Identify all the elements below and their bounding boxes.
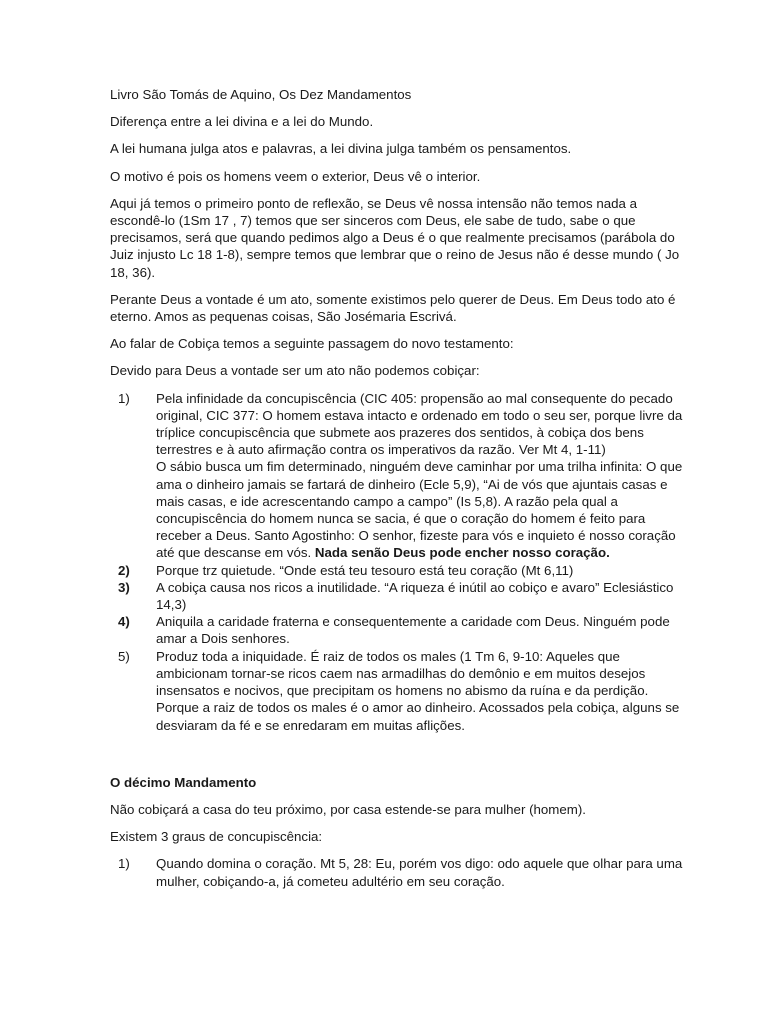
vertical-spacer xyxy=(110,744,684,774)
paragraph: Não cobiçará a casa do teu próximo, por casa estende-se para mulher (homem). xyxy=(110,801,586,817)
list-item-bold-text: Nada senão Deus pode encher nosso coração. xyxy=(314,545,610,561)
paragraph: O motivo é pois os homens veem o exterior, Deus vê o interior. xyxy=(110,168,481,184)
paragraph: Aqui já temos o primeiro ponto de reflexão, se Deus vê nossa intensão não temos nada a escondê-lo (1Sm 17 , 7) temos que ser sinceros com Deus, ele sabe de tudo, sabe o que precisamos, será que quando pedimos algo a Deus é o que realmente precisamos (parábola do Juiz injusto Lc 18 1-8), sempre temos que lembrar que o reino de Jesus não é desse mundo ( Jo 18, 36). xyxy=(110,195,680,280)
list-item-text: O sábio busca um fim determinado, ninguém deve caminhar por uma trilha infinita: O que ama o dinheiro jamais se fartará de dinheiro (Ecle 5,9), “Ai de vós que ajuntais casas e mais casas, e ide acrescentando campo a campo” (Is 5,8). A razão pela qual a concupiscência do homem nunca se sacia, é que o coração do homem é feito para receber a Deus. Santo Agostinho: O senhor, fizeste para vós e inquieto é nosso coração até que descanse em vós. xyxy=(156,459,683,561)
list-item-text: Produz toda a iniquidade. É raiz de todos os males (1 Tm 6, 9-10: Aqueles que ambicionam tornar-se ricos caem nas armadilhas do demônio e em muitos desejos insensatos e nocivos, que precipitam os homens no abismo da ruína e da perdição. Porque a raiz de todos os males é o amor ao dinheiro. Acossados pela cobiça, alguns se desviaram da fé e se enredaram em muitas aflições. xyxy=(156,648,680,733)
list-item-text: Quando domina o coração. Mt 5, 28: Eu, porém vos digo: odo aquele que olhar para uma mulher, cobiçando-a, já cometeu adultério em seu coração. xyxy=(156,856,683,889)
numbered-list xyxy=(110,855,684,889)
list-item xyxy=(110,648,684,734)
list-item xyxy=(110,855,684,889)
list-number: 3) xyxy=(118,579,130,595)
list-number: 2) xyxy=(118,562,130,578)
numbered-list xyxy=(110,390,684,734)
list-item xyxy=(110,613,684,647)
list-number: 4) xyxy=(118,614,130,630)
paragraph: A lei humana julga atos e palavras, a lei divina julga também os pensamentos. xyxy=(110,141,572,157)
list-item-text: Porque trz quietude. “Onde está teu tesouro está teu coração (Mt 6,11) xyxy=(156,562,574,578)
list-item xyxy=(110,579,684,613)
document-title: Livro São Tomás de Aquino, Os Dez Mandamentos xyxy=(110,87,412,102)
list-item xyxy=(110,390,684,562)
list-item-text: Aniquila a caridade fraterna e consequentemente a caridade com Deus. Ninguém pode amar a Dois senhores. xyxy=(156,614,670,647)
paragraph: Existem 3 graus de concupiscência: xyxy=(110,829,323,845)
paragraph: Perante Deus a vontade é um ato, somente existimos pelo querer de Deus. Em Deus todo ato é eterno. Amos as pequenas coisas, São Josémaria Escrivá. xyxy=(110,291,676,325)
paragraph: Diferença entre a lei divina e a lei do Mundo. xyxy=(110,114,374,130)
paragraph: Devido para Deus a vontade ser um ato não podemos cobiçar: xyxy=(110,363,480,379)
list-number: 1) xyxy=(118,390,130,406)
list-item-text: Pela infinidade da concupiscência (CIC 405: propensão ao mal consequente do pecado original, CIC 377: O homem estava intacto e ordenado em todo o seu ser, porque livre da tríplice concupiscência que submete aos prazeres dos sentidos, à cobiça dos bens terrestres e à auto afirmação contra os imperativos da razão. Ver Mt 4, 1-11) xyxy=(156,390,683,458)
list-number: 1) xyxy=(118,856,130,872)
list-item xyxy=(110,562,684,579)
paragraph: Ao falar de Cobiça temos a seguinte passagem do novo testamento: xyxy=(110,336,514,352)
list-number: 5) xyxy=(118,648,130,664)
section-heading: O décimo Mandamento xyxy=(110,774,257,790)
list-item-text: A cobiça causa nos ricos a inutilidade. “A riqueza é inútil ao cobiço e avaro” Eclesiástico 14,3) xyxy=(156,579,674,613)
